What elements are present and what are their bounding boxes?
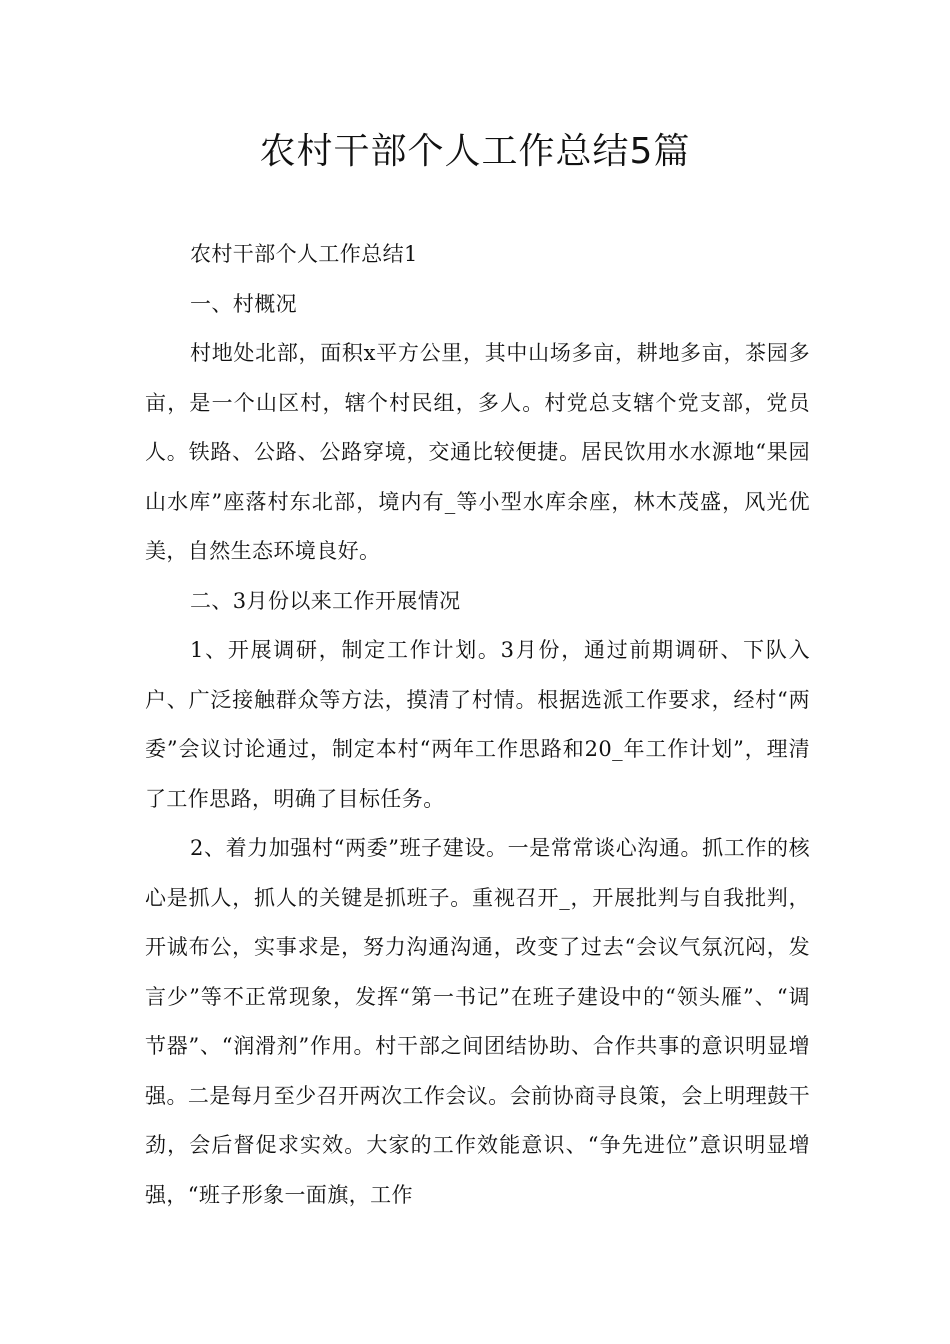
- section-heading-village-overview: 一、村概况: [190, 291, 297, 316]
- paragraph-work-plan: 1、开展调研，制定工作计划。3月份，通过前期调研、下队入户、广泛接触群众等方法，摸清了村情。根据选派工作要求，经村“两委”会议讨论通过，制定本村“两年工作思路和20_年工作计划”，理清了工作思路，明确了目标任务。: [145, 638, 810, 811]
- document-body: [145, 230, 810, 1220]
- paragraph-team-building: 2、着力加强村“两委”班子建设。一是常常谈心沟通。抓工作的核心是抓人，抓人的关键是抓班子。重视召开_，开展批判与自我批判，开诚布公，实事求是，努力沟通沟通，改变了过去“会议气氛沉闷，发言少”等不正常现象，发挥“第一书记”在班子建设中的“领头雁”、“调节器”、“润滑剂”作用。村干部之间团结协助、合作共事的意识明显增强。二是每月至少召开两次工作会议。会前协商寻良策，会上明理鼓干劲，会后督促求实效。大家的工作效能意识、“争先进位”意识明显增强，“班子形象一面旗，工作: [145, 836, 810, 1207]
- document-title: 农村干部个人工作总结5篇: [259, 131, 691, 172]
- paragraph-village-overview: 村地处北部，面积x平方公里，其中山场多亩，耕地多亩，茶园多亩，是一个山区村，辖个村民组，多人。村党总支辖个党支部，党员人。铁路、公路、公路穿境，交通比较便捷。居民饮用水水源地“果园山水库”座落村东北部，境内有_等小型水库余座，林木茂盛，风光优美，自然生态环境良好。: [145, 341, 810, 563]
- section-heading-summary-1: 农村干部个人工作总结1: [190, 242, 418, 266]
- section-heading-work-progress: 二、3月份以来工作开展情况: [190, 588, 461, 613]
